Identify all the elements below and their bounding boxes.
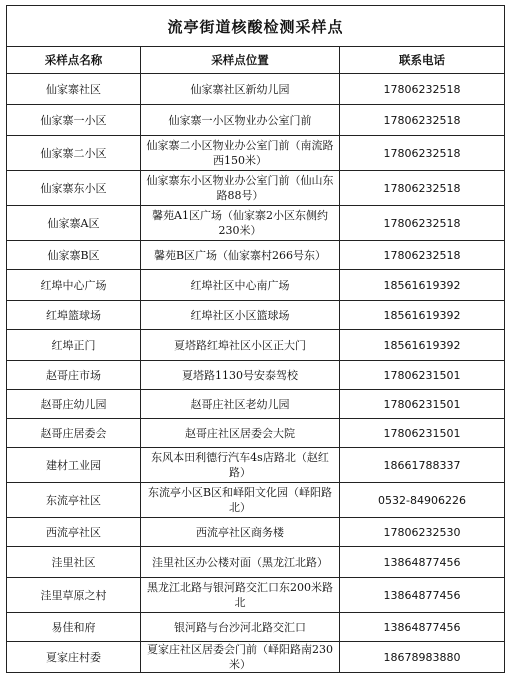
cell-location: 西流亭社区商务楼 [141, 518, 340, 547]
cell-name: 红埠中心广场 [7, 270, 141, 301]
sampling-points-table [6, 5, 505, 673]
table-row [7, 206, 505, 241]
table-row [7, 136, 505, 171]
table-row [7, 547, 505, 578]
cell-location: 黑龙江北路与银河路交汇口东200米路北 [141, 578, 340, 613]
table-row [7, 361, 505, 390]
cell-location: 东风本田利德行汽车4s店路北（赵红路） [141, 448, 340, 483]
table-row [7, 105, 505, 136]
cell-location: 夏家庄社区居委会门前（峄阳路南230米） [141, 642, 340, 673]
cell-phone: 17806231501 [340, 390, 505, 419]
table-row [7, 613, 505, 642]
cell-phone: 17806232518 [340, 136, 505, 171]
cell-phone: 0532-84906226 [340, 483, 505, 518]
header-location: 采样点位置 [141, 47, 340, 74]
cell-phone: 17806232518 [340, 206, 505, 241]
cell-location: 夏塔路1130号安泰驾校 [141, 361, 340, 390]
table-row [7, 419, 505, 448]
cell-phone: 18561619392 [340, 270, 505, 301]
cell-location: 仙家寨社区新幼儿园 [141, 74, 340, 105]
cell-location: 仙家寨东小区物业办公室门前（仙山东路88号） [141, 171, 340, 206]
cell-name: 易佳和府 [7, 613, 141, 642]
cell-name: 赵哥庄市场 [7, 361, 141, 390]
header-name: 采样点名称 [7, 47, 141, 74]
cell-phone: 18561619392 [340, 330, 505, 361]
table-row [7, 241, 505, 270]
cell-phone: 18561619392 [340, 301, 505, 330]
cell-location: 赵哥庄社区老幼儿园 [141, 390, 340, 419]
cell-phone: 18678983880 [340, 642, 505, 673]
cell-name: 东流亭社区 [7, 483, 141, 518]
table-title: 流亭街道核酸检测采样点 [7, 6, 505, 47]
cell-name: 洼里社区 [7, 547, 141, 578]
cell-name: 仙家寨东小区 [7, 171, 141, 206]
cell-phone: 17806232530 [340, 518, 505, 547]
cell-phone: 17806232518 [340, 171, 505, 206]
cell-name: 仙家寨一小区 [7, 105, 141, 136]
cell-location: 东流亭小区B区和峄阳文化园（峄阳路北） [141, 483, 340, 518]
cell-location: 红埠社区小区篮球场 [141, 301, 340, 330]
cell-location: 夏塔路红埠社区小区正大门 [141, 330, 340, 361]
cell-name: 赵哥庄居委会 [7, 419, 141, 448]
cell-location: 馨苑B区广场（仙家寨村266号东） [141, 241, 340, 270]
cell-location: 红埠社区中心南广场 [141, 270, 340, 301]
cell-location: 馨苑A1区广场（仙家寨2小区东侧约230米） [141, 206, 340, 241]
cell-phone: 17806232518 [340, 74, 505, 105]
cell-phone: 13864877456 [340, 613, 505, 642]
cell-phone: 17806232518 [340, 241, 505, 270]
table-row [7, 171, 505, 206]
cell-name: 仙家寨社区 [7, 74, 141, 105]
cell-location: 赵哥庄社区居委会大院 [141, 419, 340, 448]
cell-name: 仙家寨A区 [7, 206, 141, 241]
cell-name: 夏家庄村委 [7, 642, 141, 673]
cell-location: 银河路与台沙河北路交汇口 [141, 613, 340, 642]
cell-name: 洼里草原之村 [7, 578, 141, 613]
cell-name: 仙家寨二小区 [7, 136, 141, 171]
table-row [7, 390, 505, 419]
cell-location: 仙家寨一小区物业办公室门前 [141, 105, 340, 136]
table-row [7, 578, 505, 613]
table-row [7, 301, 505, 330]
table-row [7, 642, 505, 673]
header-phone: 联系电话 [340, 47, 505, 74]
cell-name: 仙家寨B区 [7, 241, 141, 270]
cell-phone: 17806232518 [340, 105, 505, 136]
cell-name: 赵哥庄幼儿园 [7, 390, 141, 419]
cell-location: 洼里社区办公楼对面（黑龙江北路） [141, 547, 340, 578]
table-body [7, 74, 505, 673]
cell-phone: 13864877456 [340, 578, 505, 613]
cell-phone: 17806231501 [340, 361, 505, 390]
cell-location: 仙家寨二小区物业办公室门前（南流路西150米） [141, 136, 340, 171]
cell-phone: 18661788337 [340, 448, 505, 483]
cell-name: 红埠篮球场 [7, 301, 141, 330]
table-row [7, 518, 505, 547]
table-row [7, 448, 505, 483]
cell-phone: 17806231501 [340, 419, 505, 448]
table-row [7, 483, 505, 518]
table-row [7, 330, 505, 361]
cell-phone: 13864877456 [340, 547, 505, 578]
cell-name: 西流亭社区 [7, 518, 141, 547]
table-row [7, 74, 505, 105]
cell-name: 红埠正门 [7, 330, 141, 361]
cell-name: 建材工业园 [7, 448, 141, 483]
table-row [7, 270, 505, 301]
